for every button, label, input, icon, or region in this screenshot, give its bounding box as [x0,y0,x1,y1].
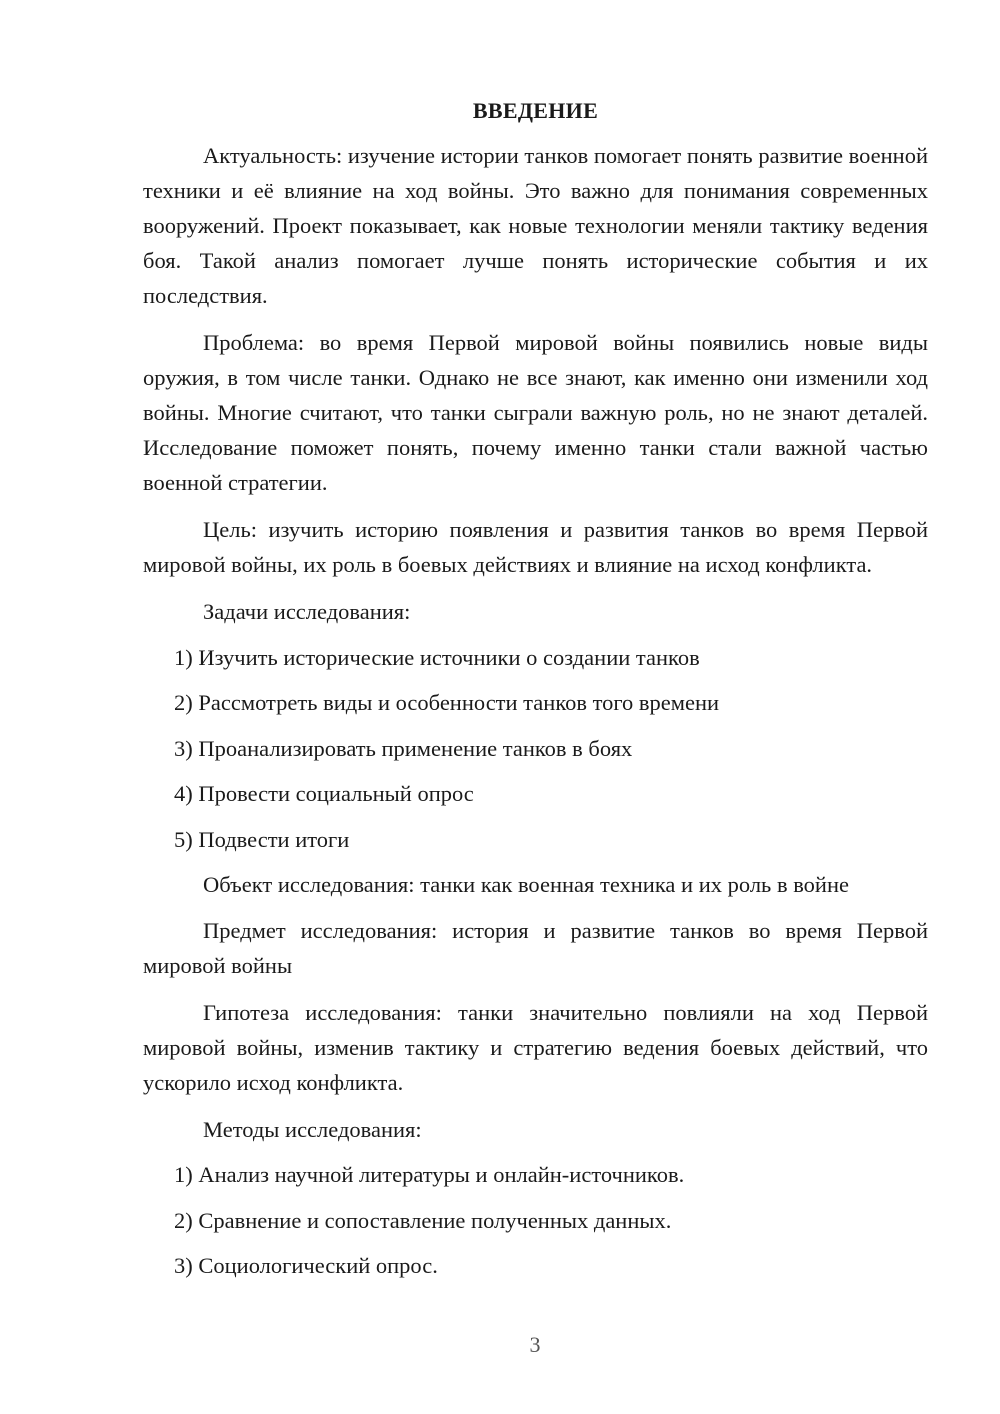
relevance-paragraph: Актуальность: изучение истории танков помогает понять развитие военной техники и её влияние на ход войны. Это важно для понимания современных вооружений. Проект показывает, как новые технологии меняли тактику ведения боя. Такой анализ помогает лучше понять исторические события и их последствия. [143,143,928,308]
goal-paragraph: Цель: изучить историю появления и развития танков во время Первой мировой войны, их роль в боевых действиях и влияние на исход конфликта. [143,517,928,577]
methods-heading: Методы исследования: [203,1116,422,1142]
list-item: 3) Проанализировать применение танков в боях [174,735,633,761]
subject-paragraph: Предмет исследования: история и развитие танков во время Первой мировой войны [143,917,928,978]
hypothesis-paragraph: Гипотеза исследования: танки значительно повлияли на ход Первой мировой войны, изменив тактику и стратегию ведения боевых действий, что ускорило исход конфликта. [143,999,928,1095]
list-item: 2) Рассмотреть виды и особенности танков того времени [174,690,720,715]
page-number: 3 [529,1332,541,1357]
page-title: ВВЕДЕНИЕ [472,98,599,123]
list-item: 3) Социологический опрос. [174,1253,438,1278]
methods-list [143,1157,928,1283]
list-item: 4) Провести социальный опрос [174,781,474,806]
tasks-list [143,640,928,857]
document-page [143,94,928,1294]
object-paragraph: Объект исследования: танки как военная техника и их роль в войне [203,872,849,897]
problem-paragraph: Проблема: во время Первой мировой войны появились новые виды оружия, в том числе танки. Однако не все знают, как именно они изменили ход войны. Многие считают, что танки сыграли важную роль, но не знают деталей. Исследование поможет понять, почему именно танки стали важной частью военной стратегии. [143,330,928,495]
list-item: 1) Изучить исторические источники о создании танков [174,644,700,670]
list-item: 2) Сравнение и сопоставление полученных данных. [174,1207,672,1233]
tasks-heading: Задачи исследования: [203,599,411,624]
list-item: 1) Анализ научной литературы и онлайн-источников. [174,1162,685,1187]
list-item: 5) Подвести итоги [174,826,350,852]
